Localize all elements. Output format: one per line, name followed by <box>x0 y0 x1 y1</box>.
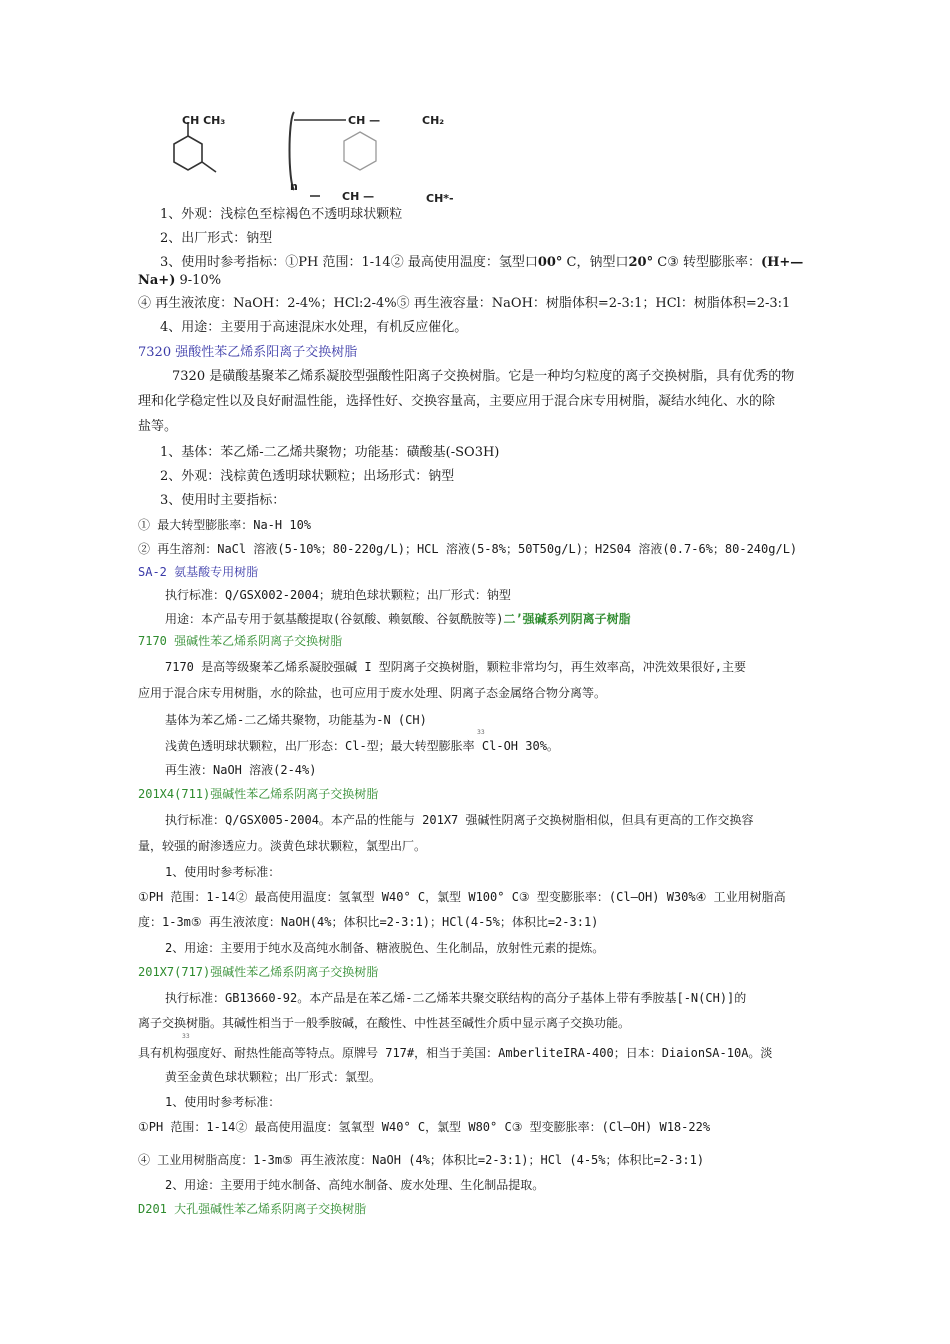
paragraph-line: ④ 工业用树脂高度：1-3m⑤ 再生液浓度：NaOH (4%；体积比=2-3:1)；HCl (4-5%；体积比=2-3:1) <box>138 1153 705 1167</box>
chem-label-ch-star: CH*- <box>426 192 454 204</box>
usage-line: 2、用途：主要用于纯水及高纯水制备、糖液脱色、生化制品，放射性元素的提炼。 <box>165 941 605 955</box>
chem-label-ch2: CH₂ <box>422 114 445 127</box>
paragraph-line: 应用于混合床专用树脂，水的除盐，也可应用于废水处理、阴离子态金属络合物分离等。 <box>138 686 607 700</box>
paragraph-line: 执行标准：GB13660-92。本产品是在苯乙烯-二乙烯苯共聚交联结构的高分子基体上带有季胺基[-N(CH)]的 <box>165 991 747 1005</box>
heading-sa2: SA-2 氨基酸专用树脂 <box>138 565 259 579</box>
paragraph-line: 黄至金黄色球状颗粒；出厂形式：氯型。 <box>165 1070 382 1084</box>
chem-label-ch-bottom: CH — <box>342 190 375 203</box>
paragraph-line: 7170 是高等级聚苯乙烯系凝胶强碱 I 型阴离子交换树脂，颗粒非常均匀，再生效率高，冲洗效果很好,主要 <box>165 660 747 674</box>
text-segment: 9-10% <box>175 273 222 288</box>
swelling-rate-line <box>138 273 221 289</box>
reference-line: 1、使用时参考标准： <box>165 865 281 879</box>
text-segment: 3、使用时参考指标：①PH 范围：1-14② 最高使用温度：氢型口 <box>160 255 538 270</box>
usage-line <box>165 611 631 627</box>
usage-line: 2、用途：主要用于纯水制备、高纯水制备、废水处理、生化制品提取。 <box>165 1178 545 1192</box>
text-segment: C③ 转型膨胀率： <box>653 255 761 270</box>
bond-left-2 <box>202 162 216 172</box>
temp-value-na: 20° <box>628 255 654 270</box>
paragraph-line: 7320 是磺酸基聚苯乙烯系凝胶型强酸性阳离子交换树脂。它是一种均匀粒度的离子交换树脂，具有优秀的物 <box>172 369 795 384</box>
chem-subscript-n: n <box>290 180 298 193</box>
temp-value-h: 00° <box>537 255 563 270</box>
text-segment: 用途：本产品专用于氨基酸提取(谷氨酸、赖氨酸、谷氨酰胺等) <box>165 612 504 626</box>
bracket <box>290 112 295 190</box>
ion-label: (H+— <box>760 255 804 270</box>
factory-form-line: 2、出厂形式：钠型 <box>160 231 273 246</box>
heading-201x4: 201X4(711)强碱性苯乙烯系阴离子交换树脂 <box>138 787 379 801</box>
indicators-line: 3、使用时主要指标： <box>160 493 286 508</box>
usage-line: 4、用途：主要用于高速混床水处理，有机反应催化。 <box>160 320 468 335</box>
paragraph-line: 度：1-3m⑤ 再生液浓度：NaOH(4%；体积比=2-3:1)；HCl(4-5%；体积比=2-3:1) <box>138 915 599 929</box>
reference-indicators-line <box>160 255 803 271</box>
chemical-structure-diagram <box>160 110 460 204</box>
heading-7170: 7170 强碱性苯乙烯系阴离子交换树脂 <box>138 634 343 648</box>
paragraph-line: 盐等。 <box>138 419 178 434</box>
ion-label: Na+) <box>138 273 176 288</box>
paragraph-line: 理和化学稳定性以及良好耐温性能，选择性好、交换容量高，主要应用于混合床专用树脂，凝结水纯化、水的除 <box>138 394 776 409</box>
appearance-line: 2、外观：浅棕黄色透明球状颗粒；出场形式：钠型 <box>160 469 455 484</box>
matrix-line: 基体为苯乙烯-二乙烯共聚物，功能基为-N (CH) <box>165 713 427 727</box>
paragraph-line: 执行标准：Q/GSX005-2004。本产品的性能与 201X7 强碱性阴离子交换树脂相似，但具有更高的工作交换容 <box>165 813 754 827</box>
reference-line: 1、使用时参考标准： <box>165 1095 281 1109</box>
regenerant-line: 再生液：NaOH 溶液(2-4%) <box>165 763 317 777</box>
regenerant-line: ② 再生溶剂：NaCl 溶液(5-10%；80-220g/L)；HCL 溶液(5-8%；50T50g/L)；H2S04 溶液(0.7-6%；80-240g/L) <box>138 542 798 556</box>
text-segment: C，钠型口 <box>562 255 629 270</box>
chem-label-ch-top: CH — <box>348 114 381 127</box>
subscript: 33 <box>182 1033 190 1040</box>
heading-d201: D201 大孔强碱性苯乙烯系阴离子交换树脂 <box>138 1202 367 1216</box>
paragraph-line: 量，较强的耐渗透应力。淡黄色球状颗粒，氯型出厂。 <box>138 839 427 853</box>
standard-line: 执行标准：Q/GSX002-2004；琥珀色球状颗粒；出厂形式：钠型 <box>165 588 511 602</box>
swelling-rate-line: ① 最大转型膨胀率：Na-H 10% <box>138 518 312 532</box>
matrix-line: 1、基体：苯乙烯-二乙烯共聚物；功能基：磺酸基(-SO3H) <box>160 445 500 460</box>
appearance-line: 1、外观：浅棕色至棕褐色不透明球状颗粒 <box>160 207 403 222</box>
paragraph-line: 具有机构强度好、耐热性能高等特点。原牌号 717#，相当于美国：AmberliteIRA-400；日本：DiaionSA-10A。淡 <box>138 1046 773 1060</box>
appearance-line: 浅黄色透明球状颗粒，出厂形态：Cl-型；最大转型膨胀率 Cl-OH 30%。 <box>165 739 559 753</box>
paragraph-line: ①PH 范围：1-14② 最高使用温度：氢氧型 W40° C，氯型 W100° C③ 型变膨胀率：(Cl—OH) W30%④ 工业用树脂高 <box>138 890 786 904</box>
paragraph-line: 离子交换树脂。其碱性相当于一般季胺碱，在酸性、中性甚至碱性介质中显示离子交换功能。 <box>138 1016 631 1030</box>
benzene-ring-left <box>174 136 202 170</box>
heading-7320: 7320 强酸性苯乙烯系阳离子交换树脂 <box>138 345 358 360</box>
benzene-ring-right <box>344 132 376 170</box>
heading-201x7: 201X7(717)强碱性苯乙烯系阴离子交换树脂 <box>138 965 379 979</box>
chem-label-top-left: CH CH₃ <box>182 114 226 127</box>
regeneration-line: ④ 再生液浓度：NaOH：2-4%；HCl:2-4%⑤ 再生液容量：NaOH：树脂体积=2-3:1；HCl：树脂体积=2-3:1 <box>138 296 791 311</box>
section-heading-strong-base: 二’强碱系列阴离子树脂 <box>503 612 631 626</box>
subscript: 33 <box>477 729 485 736</box>
paragraph-line: ①PH 范围：1-14② 最高使用温度：氢氧型 W40° C，氯型 W80° C③ 型变膨胀率：(Cl—OH) W18-22% <box>138 1120 711 1134</box>
